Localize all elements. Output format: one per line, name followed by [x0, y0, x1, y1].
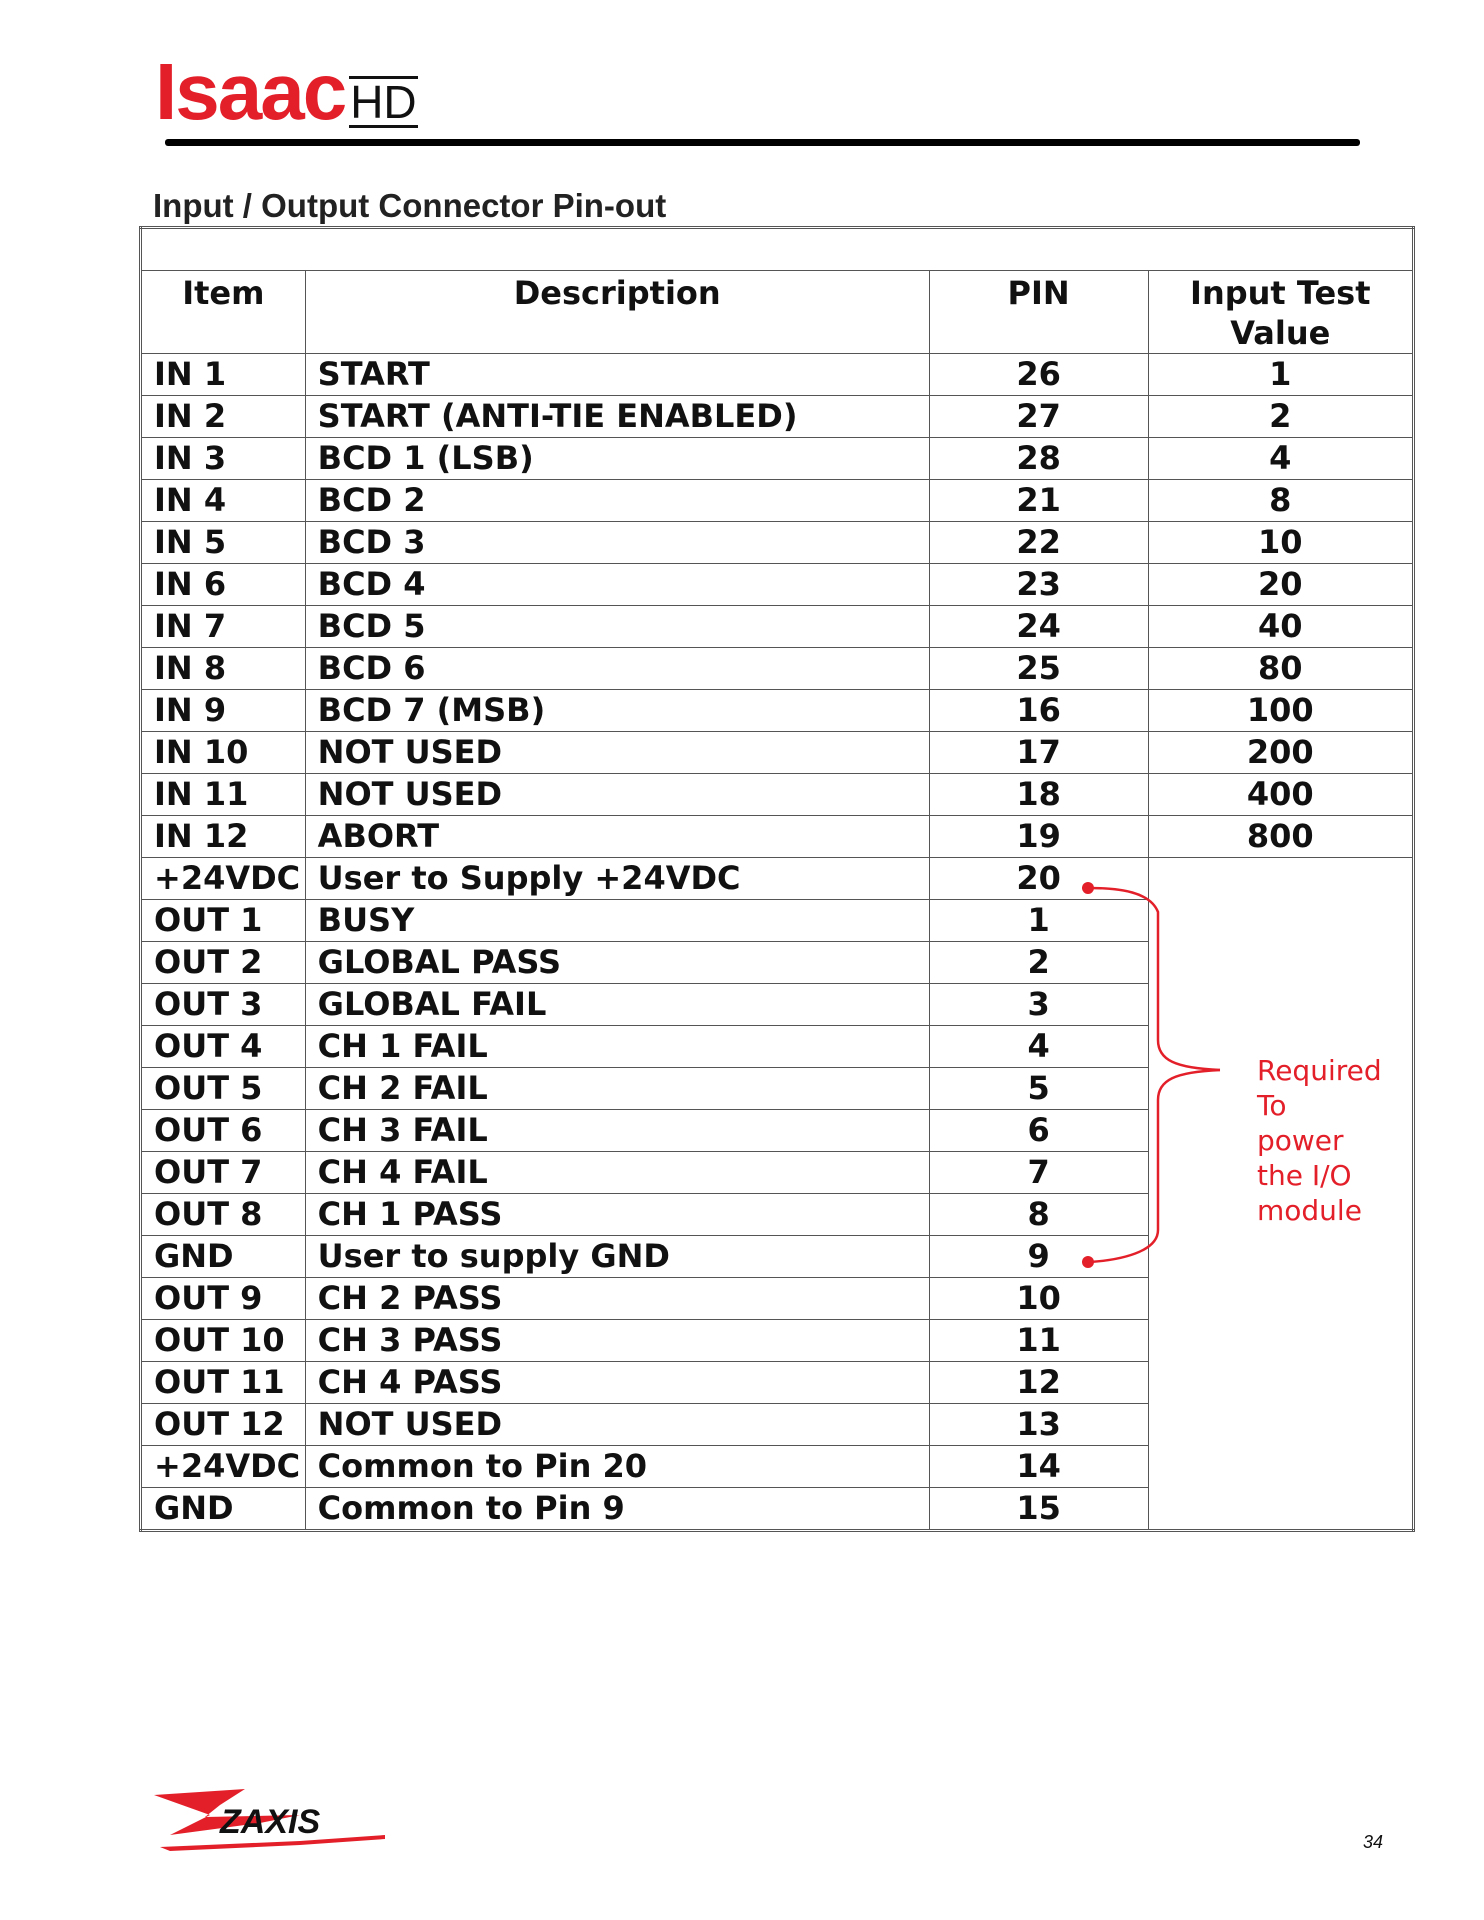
table-row	[141, 396, 1414, 438]
table-row	[141, 858, 1414, 900]
description-cell: CH 2 FAIL	[305, 1068, 929, 1110]
value-cell: 2	[1148, 396, 1413, 438]
item-cell: OUT 5	[141, 1068, 306, 1110]
pin-cell: 10	[929, 1278, 1148, 1320]
description-cell: CH 1 PASS	[305, 1194, 929, 1236]
item-cell: IN 10	[141, 732, 306, 774]
pin-cell: 17	[929, 732, 1148, 774]
table-row	[141, 774, 1414, 816]
description-cell: BUSY	[305, 900, 929, 942]
pin-cell: 25	[929, 648, 1148, 690]
pin-cell: 12	[929, 1362, 1148, 1404]
note-line: To	[1257, 1089, 1287, 1122]
pin-cell: 13	[929, 1404, 1148, 1446]
value-cell: 40	[1148, 606, 1413, 648]
item-cell: +24VDC	[141, 1446, 306, 1488]
value-cell: 80	[1148, 648, 1413, 690]
item-cell: IN 1	[141, 354, 306, 396]
description-cell: CH 1 FAIL	[305, 1026, 929, 1068]
item-cell: OUT 12	[141, 1404, 306, 1446]
item-cell: OUT 11	[141, 1362, 306, 1404]
pin-cell: 14	[929, 1446, 1148, 1488]
pin-cell: 4	[929, 1026, 1148, 1068]
value-cell: 1	[1148, 354, 1413, 396]
blank-cell	[141, 228, 1414, 271]
item-cell: GND	[141, 1236, 306, 1278]
col-header-input-test-value	[1148, 271, 1413, 354]
item-cell: IN 4	[141, 480, 306, 522]
description-cell: BCD 4	[305, 564, 929, 606]
description-cell: NOT USED	[305, 1404, 929, 1446]
pin-cell: 20	[929, 858, 1148, 900]
brand-logo	[155, 47, 418, 136]
item-cell: IN 7	[141, 606, 306, 648]
table-row	[141, 564, 1414, 606]
item-cell: IN 6	[141, 564, 306, 606]
description-cell: CH 4 PASS	[305, 1362, 929, 1404]
item-cell: IN 8	[141, 648, 306, 690]
description-cell: CH 3 PASS	[305, 1320, 929, 1362]
header-rule	[165, 139, 1360, 146]
pin-cell: 21	[929, 480, 1148, 522]
description-cell: BCD 7 (MSB)	[305, 690, 929, 732]
item-cell: OUT 1	[141, 900, 306, 942]
value-cell: 100	[1148, 690, 1413, 732]
item-cell: OUT 6	[141, 1110, 306, 1152]
note-line: the I/O	[1257, 1159, 1352, 1192]
description-cell: CH 2 PASS	[305, 1278, 929, 1320]
description-cell: BCD 2	[305, 480, 929, 522]
table-row	[141, 480, 1414, 522]
power-note	[1257, 1053, 1407, 1228]
item-cell: IN 3	[141, 438, 306, 480]
item-cell: GND	[141, 1488, 306, 1531]
pin-cell: 24	[929, 606, 1148, 648]
pin-cell: 2	[929, 942, 1148, 984]
pin-cell: 28	[929, 438, 1148, 480]
value-cell: 20	[1148, 564, 1413, 606]
pin-cell: 3	[929, 984, 1148, 1026]
pin-cell: 7	[929, 1152, 1148, 1194]
note-line: Required	[1257, 1054, 1382, 1087]
table-row	[141, 438, 1414, 480]
value-cell: 10	[1148, 522, 1413, 564]
section-title: Input / Output Connector Pin-out	[153, 187, 667, 224]
table-blank-row	[141, 228, 1414, 271]
description-cell: Common to Pin 9	[305, 1488, 929, 1531]
pin-cell: 22	[929, 522, 1148, 564]
table-row	[141, 522, 1414, 564]
description-cell: GLOBAL FAIL	[305, 984, 929, 1026]
item-cell: IN 11	[141, 774, 306, 816]
description-cell: BCD 3	[305, 522, 929, 564]
pinout-table	[139, 226, 1415, 1532]
description-cell: START	[305, 354, 929, 396]
col-header-value-line1: Input Test	[1190, 274, 1371, 312]
zaxis-logo-graphic	[150, 1785, 390, 1855]
item-cell: OUT 7	[141, 1152, 306, 1194]
col-header-pin: PIN	[929, 271, 1148, 354]
description-cell: BCD 1 (LSB)	[305, 438, 929, 480]
description-cell: Common to Pin 20	[305, 1446, 929, 1488]
note-line: module	[1257, 1194, 1362, 1227]
description-cell: GLOBAL PASS	[305, 942, 929, 984]
item-cell: OUT 4	[141, 1026, 306, 1068]
table-row	[141, 354, 1414, 396]
table-row	[141, 732, 1414, 774]
pin-cell: 18	[929, 774, 1148, 816]
pin-cell: 16	[929, 690, 1148, 732]
table-row	[141, 606, 1414, 648]
item-cell: OUT 2	[141, 942, 306, 984]
item-cell: OUT 3	[141, 984, 306, 1026]
brand-sub-text: HD	[350, 76, 417, 128]
value-cell: 400	[1148, 774, 1413, 816]
description-cell: CH 4 FAIL	[305, 1152, 929, 1194]
table-header-row	[141, 271, 1414, 354]
description-cell: ABORT	[305, 816, 929, 858]
pin-cell: 26	[929, 354, 1148, 396]
page-number: 34	[1363, 1832, 1384, 1852]
description-cell: User to supply GND	[305, 1236, 929, 1278]
value-cell: 4	[1148, 438, 1413, 480]
table-row	[141, 690, 1414, 732]
item-cell: IN 5	[141, 522, 306, 564]
item-cell: IN 12	[141, 816, 306, 858]
value-cell: 200	[1148, 732, 1413, 774]
pin-cell: 5	[929, 1068, 1148, 1110]
pin-cell: 11	[929, 1320, 1148, 1362]
col-header-value-line2: Value	[1230, 314, 1331, 352]
note-line: power	[1257, 1124, 1344, 1157]
description-cell: NOT USED	[305, 774, 929, 816]
zaxis-logo-text: ZAXIS	[220, 1803, 321, 1841]
item-cell: OUT 10	[141, 1320, 306, 1362]
item-cell: IN 9	[141, 690, 306, 732]
description-cell: User to Supply +24VDC	[305, 858, 929, 900]
description-cell: CH 3 FAIL	[305, 1110, 929, 1152]
pin-cell: 19	[929, 816, 1148, 858]
table-row	[141, 816, 1414, 858]
description-cell: START (ANTI-TIE ENABLED)	[305, 396, 929, 438]
value-cell: 800	[1148, 816, 1413, 858]
col-header-item: Item	[141, 271, 306, 354]
description-cell: BCD 5	[305, 606, 929, 648]
pin-cell: 15	[929, 1488, 1148, 1531]
pin-cell: 27	[929, 396, 1148, 438]
description-cell: NOT USED	[305, 732, 929, 774]
pin-cell: 23	[929, 564, 1148, 606]
pin-cell: 6	[929, 1110, 1148, 1152]
zaxis-logo	[150, 1785, 390, 1859]
pin-cell: 8	[929, 1194, 1148, 1236]
value-cell: 8	[1148, 480, 1413, 522]
brand-main-text: Isaac	[155, 47, 346, 136]
item-cell: IN 2	[141, 396, 306, 438]
item-cell: OUT 8	[141, 1194, 306, 1236]
item-cell: +24VDC	[141, 858, 306, 900]
pin-cell: 1	[929, 900, 1148, 942]
description-cell: BCD 6	[305, 648, 929, 690]
col-header-description: Description	[305, 271, 929, 354]
item-cell: OUT 9	[141, 1278, 306, 1320]
pin-cell: 9	[929, 1236, 1148, 1278]
table-row	[141, 648, 1414, 690]
